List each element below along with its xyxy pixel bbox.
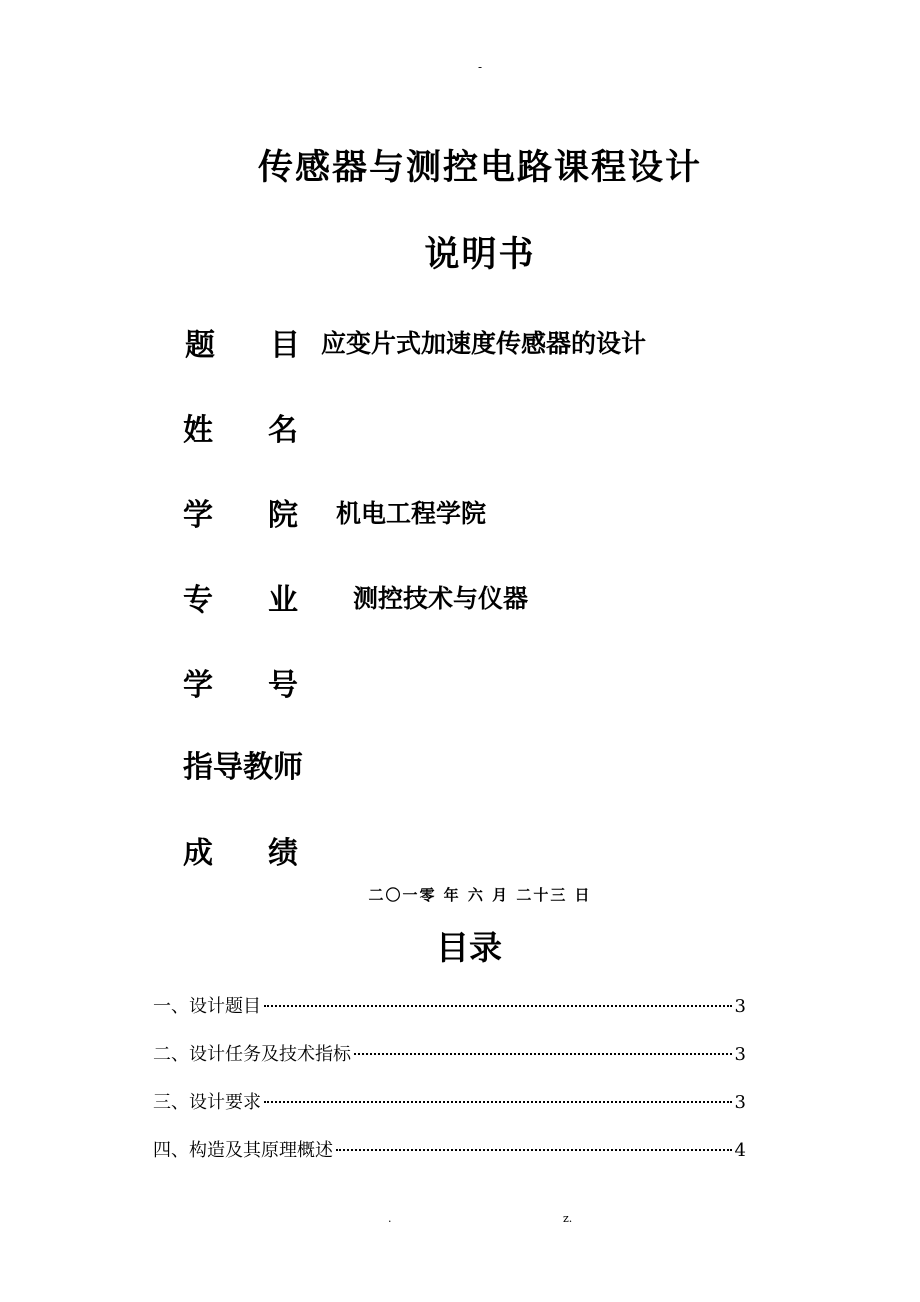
toc-title: 目录 bbox=[436, 928, 502, 967]
field-label-char: 绩 bbox=[268, 836, 298, 871]
field-label-char: 学 bbox=[183, 668, 213, 703]
toc-entry-page: 3 bbox=[734, 1044, 746, 1065]
toc-leader-dots bbox=[264, 1005, 732, 1007]
toc-entry-page: 4 bbox=[734, 1140, 746, 1161]
field-label-char: 目 bbox=[270, 328, 300, 363]
toc-entry-page: 3 bbox=[734, 1092, 746, 1113]
toc-entry-text: 三、设计要求 bbox=[153, 1092, 261, 1113]
field-value-major: 测控技术与仪器 bbox=[353, 584, 529, 613]
field-label-char: 院 bbox=[268, 498, 298, 533]
field-label-char: 专 bbox=[183, 583, 213, 618]
field-label-char: 业 bbox=[268, 583, 298, 618]
document-date: 二〇一零 年 六 月 二十三 日 bbox=[368, 886, 592, 904]
toc-entry-text: 四、构造及其原理概述 bbox=[153, 1140, 333, 1161]
toc-entry[interactable] bbox=[153, 992, 746, 1022]
field-label-char: 姓 bbox=[183, 413, 213, 448]
toc-leader-dots bbox=[264, 1101, 732, 1103]
toc-entry[interactable] bbox=[153, 1088, 746, 1118]
field-value-topic: 应变片式加速度传感器的设计 bbox=[321, 329, 647, 358]
toc-entry-text: 二、设计任务及技术指标 bbox=[153, 1044, 351, 1065]
toc-entry-page: 3 bbox=[734, 996, 746, 1017]
field-label-char: 名 bbox=[268, 413, 298, 448]
field-label-char: 题 bbox=[185, 328, 215, 363]
field-label-char: 号 bbox=[268, 668, 298, 703]
document-subtitle: 说明书 bbox=[424, 234, 536, 275]
toc-leader-dots bbox=[354, 1053, 732, 1055]
toc-entry[interactable] bbox=[153, 1136, 746, 1166]
header-mark: - bbox=[478, 60, 483, 74]
toc-entry-text: 一、设计题目 bbox=[153, 996, 261, 1017]
field-label-char: 成 bbox=[183, 836, 213, 871]
field-label-char: 学 bbox=[183, 498, 213, 533]
footer-left-mark: . bbox=[388, 1212, 392, 1225]
field-value-college: 机电工程学院 bbox=[336, 499, 487, 528]
document-title: 传感器与测控电路课程设计 bbox=[257, 147, 702, 188]
field-label-advisor: 指导教师 bbox=[183, 750, 303, 785]
toc-entry[interactable] bbox=[153, 1040, 746, 1070]
toc-leader-dots bbox=[336, 1149, 732, 1151]
footer-right-mark: z. bbox=[563, 1212, 573, 1225]
